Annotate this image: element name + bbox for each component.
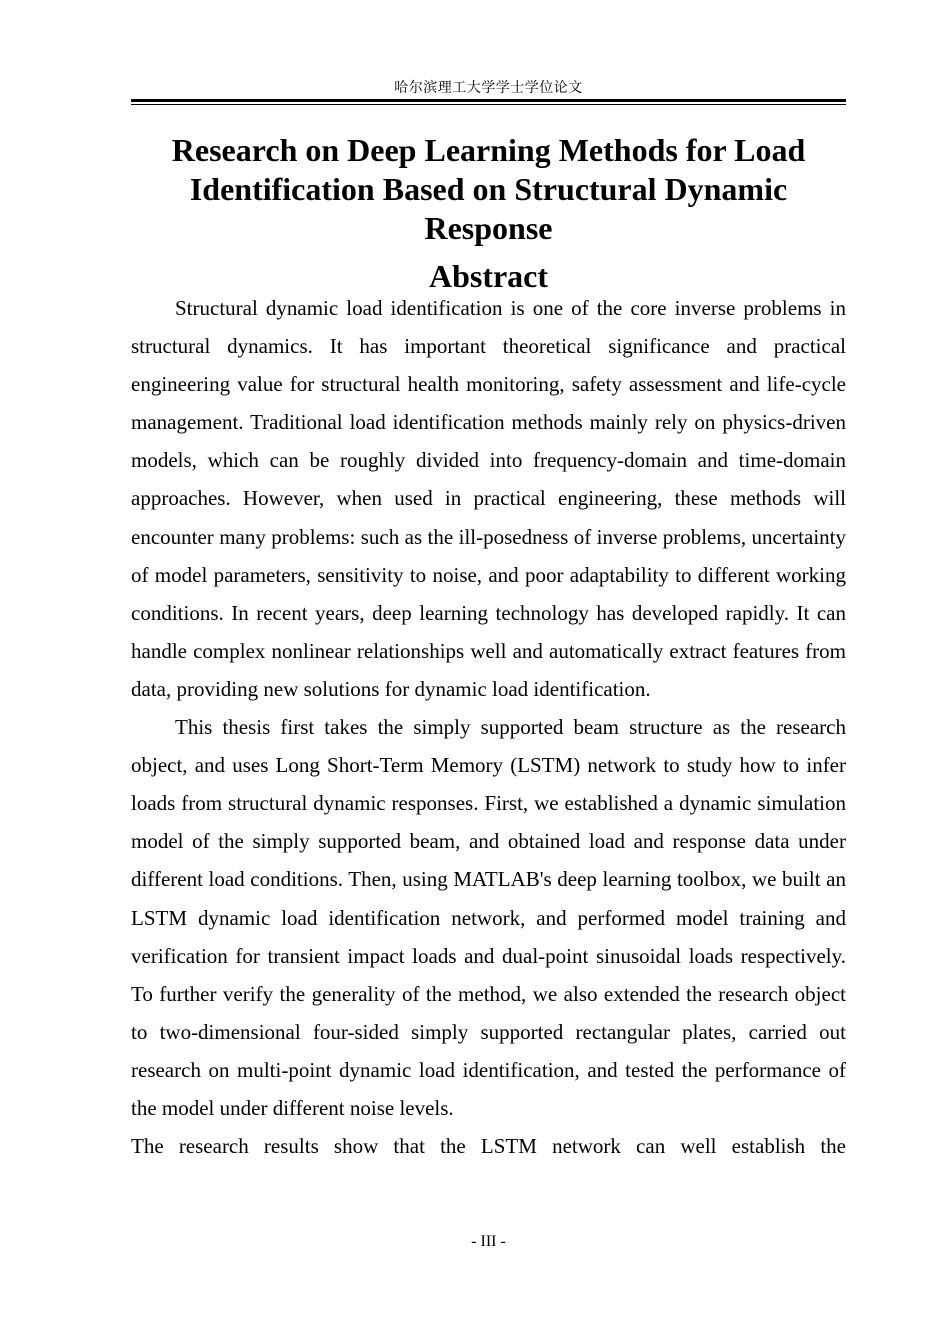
abstract-body	[131, 289, 846, 1165]
thesis-title: Research on Deep Learning Methods for Load Identification Based on Structural Dynamic Response	[171, 132, 806, 246]
page-number: - III -	[471, 1233, 506, 1250]
abstract-paragraph-3: The research results show that the LSTM network can well establish the	[131, 1134, 846, 1159]
abstract-paragraph-2: This thesis first takes the simply supported beam structure as the research object, and uses Long Short-Term Memory (LSTM) network to study how to infer loads from structural dynamic responses. First, we established a dynamic simulation model of the simply supported beam, and obtained load and response data under different load conditions. Then, using MATLAB's deep learning toolbox, we built an LSTM dynamic load identification network, and performed model training and verification for transient impact loads and dual-point sinusoidal loads respectively. To further verify the generality of the method, we also extended the research object to two-dimensional four-sided simply supported rectangular plates, carried out research on multi-point dynamic load identification, and tested the performance of the model under different noise levels.	[131, 715, 846, 1120]
header-rule-thin	[131, 104, 846, 105]
abstract-heading: Abstract	[428, 258, 549, 294]
header-rule-thick	[131, 99, 846, 102]
running-header: 哈尔滨理工大学学士学位论文	[394, 80, 583, 96]
abstract-paragraph-1: Structural dynamic load identification is one of the core inverse problems in structural dynamics. It has important theoretical significance and practical engineering value for structural health monitoring, safety assessment and life-cycle management. Traditional load identification methods mainly rely on physics-driven models, which can be roughly divided into frequency-domain and time-domain approaches. However, when used in practical engineering, these methods will encounter many problems: such as the ill-posedness of inverse problems, uncertainty of model parameters, sensitivity to noise, and poor adaptability to different working conditions. In recent years, deep learning technology has developed rapidly. It can handle complex nonlinear relationships well and automatically extract features from data, providing new solutions for dynamic load identification.	[131, 296, 846, 701]
